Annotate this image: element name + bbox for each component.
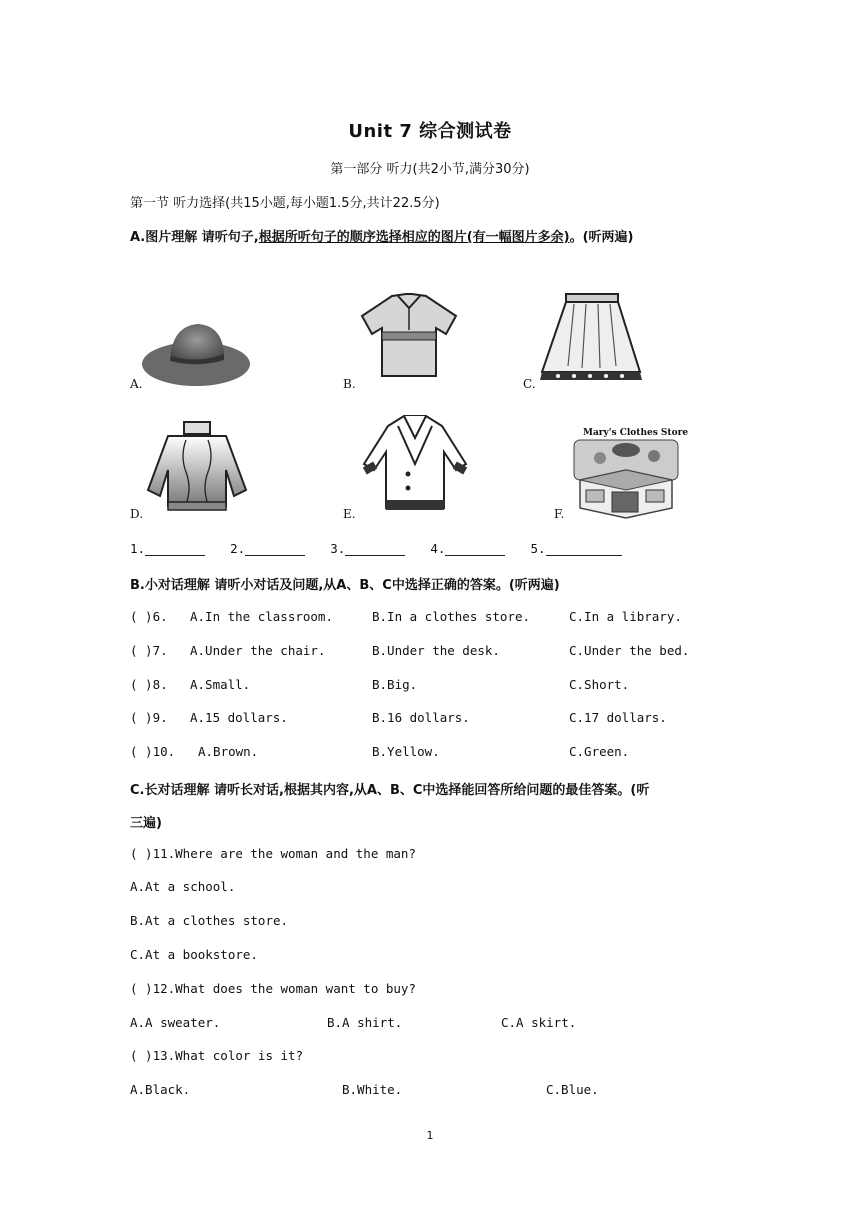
answer-blank[interactable] [245, 541, 305, 556]
part-a-heading-suffix: 。(听两遍) [569, 230, 634, 245]
part-c-heading: C.长对话理解 请听长对话,根据其内容,从A、B、C中选择能回答所给问题的最佳答案。(听 [130, 783, 650, 798]
question-12: ( )12.What does the woman want to buy? [130, 981, 416, 996]
question-13: ( )13.What color is it? [130, 1048, 304, 1063]
part-a-heading-instruction: 根据所听句子的顺序选择相应的图片(有一幅图片多余) [258, 230, 570, 245]
answer-label: 3. [330, 541, 346, 556]
q11-option-a: A.At a school. [130, 879, 236, 894]
part-a-heading-prefix: A.图片理解 请听句子, [130, 230, 259, 245]
page-title: Unit 7 综合测试卷 [348, 121, 512, 142]
answer-blanks-row [130, 541, 622, 556]
answer-label: 2. [230, 541, 246, 556]
picture-e-label: E. [343, 507, 356, 521]
section-one-heading: 第一节 听力选择(共15小题,每小题1.5分,共计22.5分) [130, 196, 440, 211]
answer-blank[interactable] [546, 541, 622, 556]
q12-option-c: C.A skirt. [501, 1015, 577, 1030]
option-b: B.Big. [372, 677, 418, 692]
question-number: ( )8. [130, 677, 168, 692]
q13-option-b: B.White. [342, 1082, 403, 1097]
option-b: B.Yellow. [372, 744, 440, 759]
sweater-icon [144, 420, 250, 514]
q11-option-c: C.At a bookstore. [130, 947, 258, 962]
answer-blank[interactable] [145, 541, 205, 556]
hat-icon [140, 318, 252, 390]
option-c: C.Green. [569, 744, 630, 759]
q13-option-c: C.Blue. [546, 1082, 599, 1097]
answer-label: 5. [530, 541, 546, 556]
option-a: A.Under the chair. [190, 643, 326, 658]
option-b: B.In a clothes store. [372, 609, 531, 624]
option-b: B.Under the desk. [372, 643, 500, 658]
answer-blank[interactable] [345, 541, 405, 556]
part-a-heading [130, 226, 634, 245]
store-sign: Mary's Clothes Store [583, 428, 689, 438]
answer-label: 1. [130, 541, 146, 556]
question-11: ( )11.Where are the woman and the man? [130, 846, 416, 861]
option-c: C.17 dollars. [569, 710, 667, 725]
option-b: B.16 dollars. [372, 710, 470, 725]
picture-b-label: B. [343, 377, 356, 391]
answer-label: 4. [430, 541, 446, 556]
part-one-heading: 第一部分 听力(共2小节,满分30分) [330, 162, 530, 177]
part-b-heading: B.小对话理解 请听小对话及问题,从A、B、C中选择正确的答案。(听两遍) [130, 578, 560, 593]
store-icon [566, 424, 689, 520]
option-a: A.Small. [190, 677, 251, 692]
jacket-icon [358, 408, 472, 516]
option-c: C.Short. [569, 677, 630, 692]
question-number: ( )7. [130, 643, 168, 658]
skirt-icon [538, 292, 644, 384]
q12-option-a: A.A sweater. [130, 1015, 221, 1030]
option-c: C.In a library. [569, 609, 682, 624]
page-number: 1 [426, 1129, 434, 1142]
option-c: C.Under the bed. [569, 643, 690, 658]
picture-d-label: D. [130, 507, 144, 521]
q12-option-b: B.A shirt. [327, 1015, 403, 1030]
picture-a-label: A. [130, 377, 143, 391]
option-a: A.In the classroom. [190, 609, 333, 624]
question-number: ( )9. [130, 710, 168, 725]
part-c-heading-cont: 三遍) [130, 816, 162, 831]
question-number: ( )6. [130, 609, 168, 624]
picture-c-label: C. [523, 377, 536, 391]
shirt-icon [356, 290, 462, 380]
q13-option-a: A.Black. [130, 1082, 191, 1097]
answer-blank[interactable] [445, 541, 505, 556]
q11-option-b: B.At a clothes store. [130, 913, 289, 928]
question-number: ( )10. [130, 744, 176, 759]
picture-f-label: F. [554, 507, 565, 521]
option-a: A.Brown. [198, 744, 259, 759]
option-a: A.15 dollars. [190, 710, 288, 725]
